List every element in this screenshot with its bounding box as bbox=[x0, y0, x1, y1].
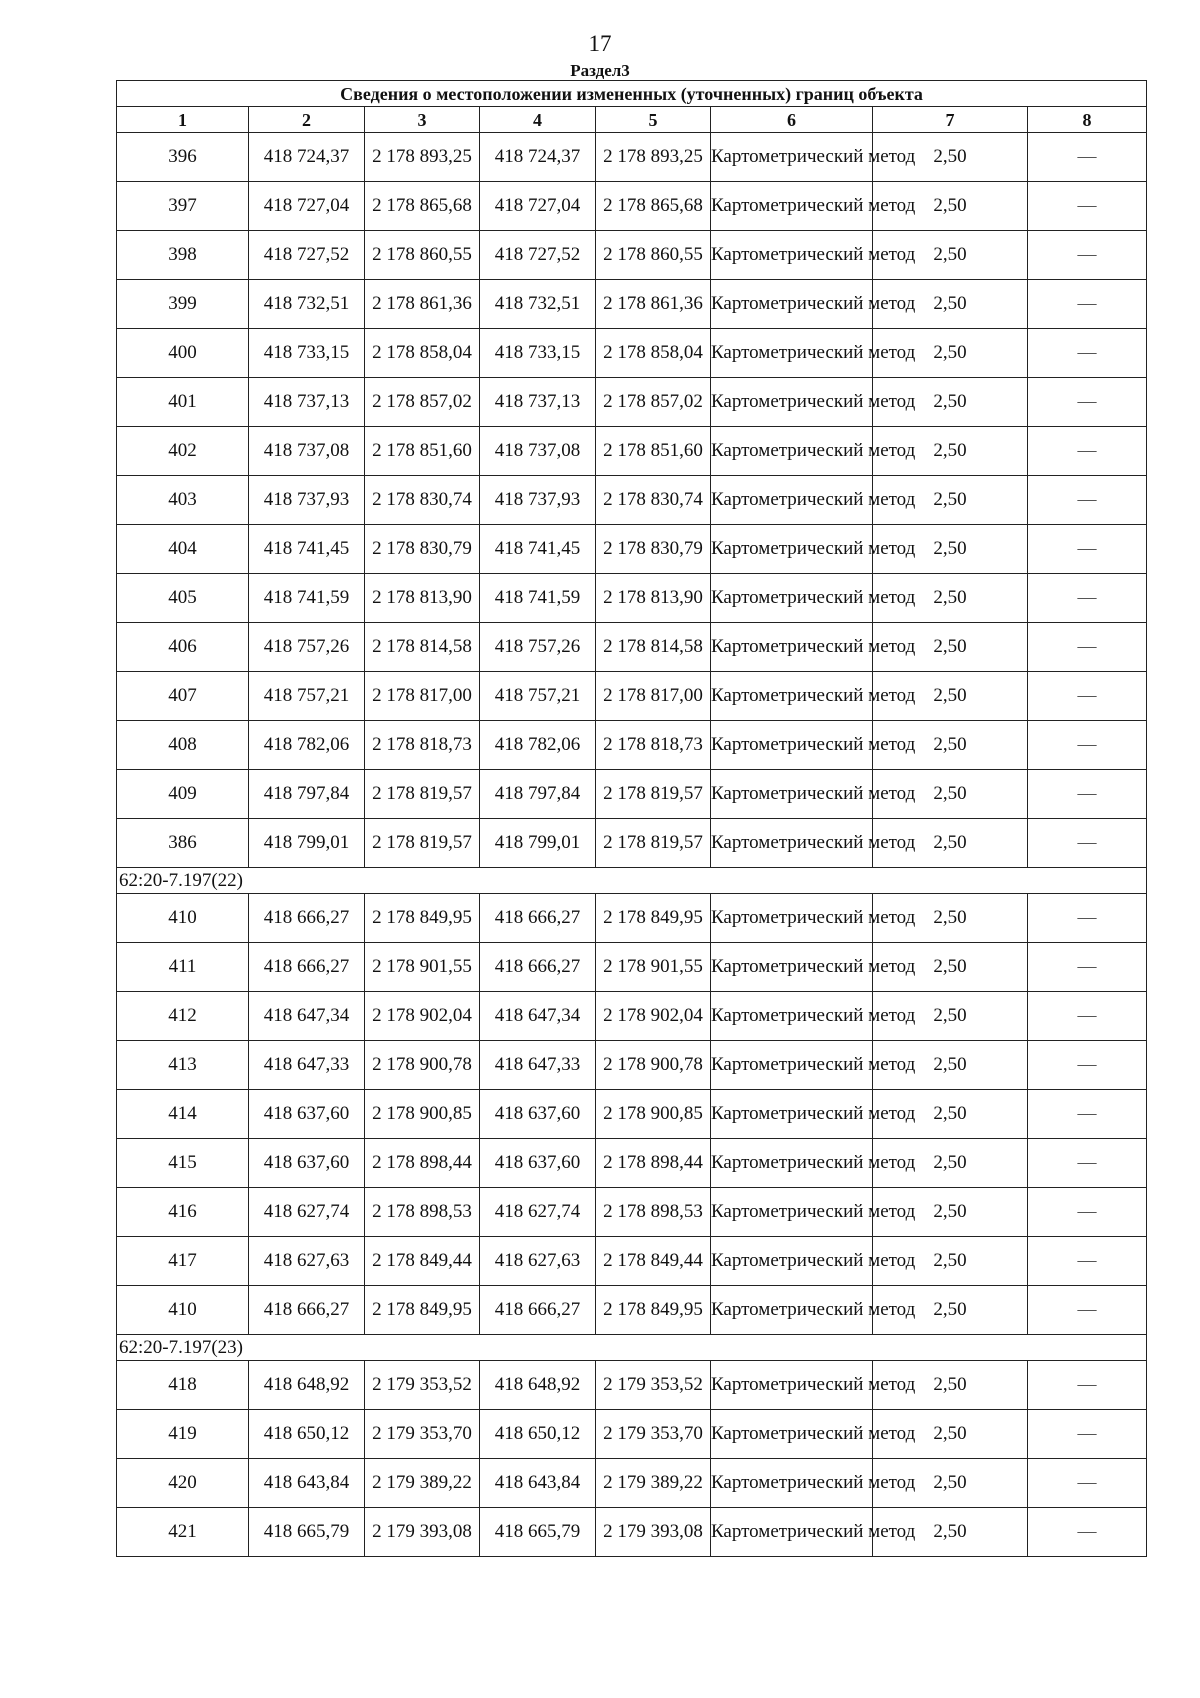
table-cell: Картометрический метод bbox=[711, 1410, 873, 1459]
table-cell: 2 178 851,60 bbox=[596, 427, 711, 476]
table-cell: 2,50 bbox=[873, 329, 1028, 378]
table-cell: 2 178 861,36 bbox=[365, 280, 480, 329]
table-cell: Картометрический метод bbox=[711, 1459, 873, 1508]
table-cell: 2,50 bbox=[873, 1410, 1028, 1459]
table-cell: 418 757,26 bbox=[480, 623, 596, 672]
table-row bbox=[117, 672, 1147, 721]
table-cell: 399 bbox=[117, 280, 249, 329]
table-cell: — bbox=[1028, 672, 1147, 721]
table-cell: 418 724,37 bbox=[249, 133, 365, 182]
table-cell: 2 178 819,57 bbox=[365, 770, 480, 819]
table-cell: 2,50 bbox=[873, 1139, 1028, 1188]
table-cell: 2,50 bbox=[873, 992, 1028, 1041]
table-cell: — bbox=[1028, 1237, 1147, 1286]
table-cell: 410 bbox=[117, 894, 249, 943]
table-cell: 2,50 bbox=[873, 1361, 1028, 1410]
column-header: 3 bbox=[365, 107, 480, 133]
table-cell: 420 bbox=[117, 1459, 249, 1508]
table-cell: 2 178 860,55 bbox=[596, 231, 711, 280]
table-cell: 2 178 818,73 bbox=[596, 721, 711, 770]
table-cell: 2 178 849,44 bbox=[596, 1237, 711, 1286]
table-cell: 418 647,34 bbox=[480, 992, 596, 1041]
table-cell: 401 bbox=[117, 378, 249, 427]
table-cell: Картометрический метод bbox=[711, 231, 873, 280]
table-cell: Картометрический метод bbox=[711, 672, 873, 721]
column-header: 1 bbox=[117, 107, 249, 133]
table-cell: 2,50 bbox=[873, 476, 1028, 525]
table-row bbox=[117, 770, 1147, 819]
table-cell: 418 727,52 bbox=[249, 231, 365, 280]
table-cell: 2,50 bbox=[873, 1459, 1028, 1508]
table-cell: Картометрический метод bbox=[711, 992, 873, 1041]
table-row bbox=[117, 280, 1147, 329]
table-cell: 386 bbox=[117, 819, 249, 868]
table-cell: 2 178 813,90 bbox=[365, 574, 480, 623]
table-cell: 2,50 bbox=[873, 1090, 1028, 1139]
table-cell: Картометрический метод bbox=[711, 1041, 873, 1090]
group-label: 62:20-7.197(23) bbox=[117, 1335, 1147, 1361]
table-cell: 418 666,27 bbox=[249, 943, 365, 992]
table-cell: — bbox=[1028, 329, 1147, 378]
table-cell: 397 bbox=[117, 182, 249, 231]
table-cell: 418 782,06 bbox=[249, 721, 365, 770]
column-header: 5 bbox=[596, 107, 711, 133]
column-header: 7 bbox=[873, 107, 1028, 133]
table-cell: — bbox=[1028, 770, 1147, 819]
table-cell: — bbox=[1028, 525, 1147, 574]
table-cell: 418 647,33 bbox=[249, 1041, 365, 1090]
table-cell: 412 bbox=[117, 992, 249, 1041]
table-cell: 2 178 857,02 bbox=[365, 378, 480, 427]
table-cell: 2 178 819,57 bbox=[596, 819, 711, 868]
table-cell: 2,50 bbox=[873, 378, 1028, 427]
table-cell: 2 178 857,02 bbox=[596, 378, 711, 427]
table-row bbox=[117, 574, 1147, 623]
table-cell: 418 782,06 bbox=[480, 721, 596, 770]
table-cell: — bbox=[1028, 1410, 1147, 1459]
table-cell: 418 627,63 bbox=[249, 1237, 365, 1286]
table-cell: — bbox=[1028, 1041, 1147, 1090]
table-cell: 396 bbox=[117, 133, 249, 182]
table-cell: 418 733,15 bbox=[480, 329, 596, 378]
table-row bbox=[117, 1139, 1147, 1188]
table-cell: 2,50 bbox=[873, 819, 1028, 868]
table-cell: 418 665,79 bbox=[480, 1508, 596, 1557]
table-cell: 418 727,04 bbox=[480, 182, 596, 231]
table-row bbox=[117, 943, 1147, 992]
table-cell: — bbox=[1028, 1508, 1147, 1557]
table-cell: 2 178 858,04 bbox=[596, 329, 711, 378]
table-cell: Картометрический метод bbox=[711, 133, 873, 182]
table-cell: 418 650,12 bbox=[480, 1410, 596, 1459]
table-row bbox=[117, 182, 1147, 231]
table-cell: 405 bbox=[117, 574, 249, 623]
table-cell: — bbox=[1028, 721, 1147, 770]
table-row bbox=[117, 819, 1147, 868]
table-cell: 2 178 819,57 bbox=[596, 770, 711, 819]
table-cell: 418 757,21 bbox=[480, 672, 596, 721]
table-row bbox=[117, 133, 1147, 182]
column-header: 4 bbox=[480, 107, 596, 133]
table-cell: 2,50 bbox=[873, 894, 1028, 943]
table-cell: 418 650,12 bbox=[249, 1410, 365, 1459]
table-cell: 2,50 bbox=[873, 574, 1028, 623]
table-cell: 418 637,60 bbox=[249, 1139, 365, 1188]
table-row bbox=[117, 623, 1147, 672]
table-cell: 2 178 849,44 bbox=[365, 1237, 480, 1286]
table-row bbox=[117, 1459, 1147, 1508]
table-cell: Картометрический метод bbox=[711, 943, 873, 992]
table-cell: 409 bbox=[117, 770, 249, 819]
table-cell: 415 bbox=[117, 1139, 249, 1188]
table-row bbox=[117, 525, 1147, 574]
table-cell: — bbox=[1028, 1459, 1147, 1508]
table-cell: 2 178 858,04 bbox=[365, 329, 480, 378]
table-cell: 418 732,51 bbox=[249, 280, 365, 329]
table-cell: 418 647,34 bbox=[249, 992, 365, 1041]
table-row bbox=[117, 231, 1147, 280]
table-cell: 418 799,01 bbox=[480, 819, 596, 868]
table-cell: 2 178 900,85 bbox=[596, 1090, 711, 1139]
table-title-row bbox=[117, 81, 1147, 107]
table-cell: 2 178 865,68 bbox=[365, 182, 480, 231]
table-cell: — bbox=[1028, 476, 1147, 525]
table-cell: 2 178 900,78 bbox=[596, 1041, 711, 1090]
coordinates-table bbox=[116, 80, 1147, 1557]
table-cell: 2 178 830,74 bbox=[596, 476, 711, 525]
group-label: 62:20-7.197(22) bbox=[117, 868, 1147, 894]
table-cell: 418 737,13 bbox=[480, 378, 596, 427]
page-number: 17 bbox=[588, 31, 612, 56]
table-row bbox=[117, 378, 1147, 427]
table-cell: 2,50 bbox=[873, 182, 1028, 231]
table-cell: Картометрический метод bbox=[711, 623, 873, 672]
table-cell: 2,50 bbox=[873, 623, 1028, 672]
table-cell: Картометрический метод bbox=[711, 1361, 873, 1410]
table-cell: 418 732,51 bbox=[480, 280, 596, 329]
table-cell: Картометрический метод bbox=[711, 182, 873, 231]
column-header: 2 bbox=[249, 107, 365, 133]
table-cell: 2 178 819,57 bbox=[365, 819, 480, 868]
table-cell: — bbox=[1028, 623, 1147, 672]
table-cell: 403 bbox=[117, 476, 249, 525]
table-cell: Картометрический метод bbox=[711, 378, 873, 427]
table-cell: 2,50 bbox=[873, 280, 1028, 329]
table-cell: — bbox=[1028, 182, 1147, 231]
table-cell: 418 627,74 bbox=[249, 1188, 365, 1237]
table-cell: — bbox=[1028, 819, 1147, 868]
table-cell: 404 bbox=[117, 525, 249, 574]
table-cell: 2,50 bbox=[873, 231, 1028, 280]
table-cell: — bbox=[1028, 1139, 1147, 1188]
table-cell: 418 627,63 bbox=[480, 1237, 596, 1286]
column-header: 8 bbox=[1028, 107, 1147, 133]
table-cell: 2,50 bbox=[873, 672, 1028, 721]
table-cell: 411 bbox=[117, 943, 249, 992]
table-row bbox=[117, 1410, 1147, 1459]
table-cell: 418 637,60 bbox=[480, 1090, 596, 1139]
table-cell: 418 737,93 bbox=[249, 476, 365, 525]
table-cell: 2 178 830,74 bbox=[365, 476, 480, 525]
table-cell: Картометрический метод bbox=[711, 1139, 873, 1188]
table-cell: — bbox=[1028, 1361, 1147, 1410]
table-title: Сведения о местоположении измененных (уточненных) границ объекта bbox=[117, 81, 1147, 107]
table-cell: 2,50 bbox=[873, 133, 1028, 182]
table-cell: 413 bbox=[117, 1041, 249, 1090]
table-cell: 2,50 bbox=[873, 1237, 1028, 1286]
column-number-row bbox=[117, 107, 1147, 133]
table-cell: 2 178 901,55 bbox=[596, 943, 711, 992]
table-cell: Картометрический метод bbox=[711, 770, 873, 819]
table-row bbox=[117, 427, 1147, 476]
table-cell: 419 bbox=[117, 1410, 249, 1459]
table-cell: 2 178 898,53 bbox=[596, 1188, 711, 1237]
table-cell: 2,50 bbox=[873, 525, 1028, 574]
table-cell: 2 178 861,36 bbox=[596, 280, 711, 329]
table-cell: 2 178 813,90 bbox=[596, 574, 711, 623]
table-cell: 400 bbox=[117, 329, 249, 378]
table-cell: — bbox=[1028, 574, 1147, 623]
table-cell: 2 179 389,22 bbox=[365, 1459, 480, 1508]
table-cell: Картометрический метод bbox=[711, 1090, 873, 1139]
table-cell: 2 178 893,25 bbox=[365, 133, 480, 182]
table-cell: 418 737,08 bbox=[249, 427, 365, 476]
table-cell: Картометрический метод bbox=[711, 427, 873, 476]
table-cell: 2 179 353,70 bbox=[596, 1410, 711, 1459]
table-cell: 2,50 bbox=[873, 943, 1028, 992]
table-cell: 418 799,01 bbox=[249, 819, 365, 868]
table-cell: 2,50 bbox=[873, 1508, 1028, 1557]
table-cell: 2 178 849,95 bbox=[365, 1286, 480, 1335]
table-cell: 418 757,26 bbox=[249, 623, 365, 672]
table-cell: 410 bbox=[117, 1286, 249, 1335]
table-cell: — bbox=[1028, 894, 1147, 943]
table-cell: 418 797,84 bbox=[249, 770, 365, 819]
table-cell: 418 727,04 bbox=[249, 182, 365, 231]
table-cell: Картометрический метод bbox=[711, 1286, 873, 1335]
table-cell: 2 179 353,70 bbox=[365, 1410, 480, 1459]
table-cell: 406 bbox=[117, 623, 249, 672]
table-cell: 414 bbox=[117, 1090, 249, 1139]
table-cell: 2 178 830,79 bbox=[596, 525, 711, 574]
table-cell: 418 665,79 bbox=[249, 1508, 365, 1557]
table-cell: 2 178 902,04 bbox=[596, 992, 711, 1041]
table-cell: 418 757,21 bbox=[249, 672, 365, 721]
table-cell: 2 178 849,95 bbox=[596, 1286, 711, 1335]
table-cell: 2 179 393,08 bbox=[365, 1508, 480, 1557]
table-cell: 418 737,13 bbox=[249, 378, 365, 427]
table-cell: 418 741,45 bbox=[249, 525, 365, 574]
table-cell: 418 643,84 bbox=[480, 1459, 596, 1508]
table-cell: 2 178 818,73 bbox=[365, 721, 480, 770]
table-cell: 418 733,15 bbox=[249, 329, 365, 378]
table-cell: 417 bbox=[117, 1237, 249, 1286]
table-cell: — bbox=[1028, 1188, 1147, 1237]
table-cell: 418 666,27 bbox=[480, 943, 596, 992]
table-cell: Картометрический метод bbox=[711, 1188, 873, 1237]
table-cell: Картометрический метод bbox=[711, 476, 873, 525]
table-cell: 2,50 bbox=[873, 1041, 1028, 1090]
table-cell: 2 178 901,55 bbox=[365, 943, 480, 992]
table-row bbox=[117, 721, 1147, 770]
table-cell: 2 178 898,53 bbox=[365, 1188, 480, 1237]
table-cell: 2 178 817,00 bbox=[596, 672, 711, 721]
table-cell: 407 bbox=[117, 672, 249, 721]
table-cell: 2 178 893,25 bbox=[596, 133, 711, 182]
table-row bbox=[117, 1188, 1147, 1237]
table-cell: 418 666,27 bbox=[249, 894, 365, 943]
table-cell: Картометрический метод bbox=[711, 574, 873, 623]
table-cell: 398 bbox=[117, 231, 249, 280]
table-cell: 2,50 bbox=[873, 1286, 1028, 1335]
table-cell: 2 178 902,04 bbox=[365, 992, 480, 1041]
table-row bbox=[117, 1041, 1147, 1090]
table-cell: 418 666,27 bbox=[480, 894, 596, 943]
table-cell: 418 797,84 bbox=[480, 770, 596, 819]
table-row bbox=[117, 476, 1147, 525]
table-cell: 408 bbox=[117, 721, 249, 770]
table-row bbox=[117, 329, 1147, 378]
table-cell: 418 666,27 bbox=[249, 1286, 365, 1335]
table-cell: — bbox=[1028, 1090, 1147, 1139]
table-cell: 2 178 865,68 bbox=[596, 182, 711, 231]
table-cell: 418 637,60 bbox=[480, 1139, 596, 1188]
table-cell: Картометрический метод bbox=[711, 721, 873, 770]
table-cell: Картометрический метод bbox=[711, 819, 873, 868]
table-cell: 2 178 860,55 bbox=[365, 231, 480, 280]
table-cell: 418 643,84 bbox=[249, 1459, 365, 1508]
section-label: Раздел3 bbox=[570, 61, 630, 80]
table-cell: 2 178 851,60 bbox=[365, 427, 480, 476]
table-cell: 2 178 814,58 bbox=[596, 623, 711, 672]
table-cell: 416 bbox=[117, 1188, 249, 1237]
table-cell: — bbox=[1028, 231, 1147, 280]
table-cell: 2 178 849,95 bbox=[365, 894, 480, 943]
table-cell: 418 648,92 bbox=[480, 1361, 596, 1410]
table-cell: — bbox=[1028, 280, 1147, 329]
table-cell: 2 178 900,85 bbox=[365, 1090, 480, 1139]
table-cell: — bbox=[1028, 133, 1147, 182]
table-cell: 418 648,92 bbox=[249, 1361, 365, 1410]
table-cell: — bbox=[1028, 427, 1147, 476]
table-cell: 418 737,08 bbox=[480, 427, 596, 476]
table-cell: 418 741,59 bbox=[249, 574, 365, 623]
table-cell: 418 741,59 bbox=[480, 574, 596, 623]
table-row bbox=[117, 1508, 1147, 1557]
table-cell: 2,50 bbox=[873, 770, 1028, 819]
table-cell: 2 178 898,44 bbox=[365, 1139, 480, 1188]
group-header-row bbox=[117, 868, 1147, 894]
table-row bbox=[117, 1090, 1147, 1139]
table-cell: — bbox=[1028, 378, 1147, 427]
table-cell: 418 637,60 bbox=[249, 1090, 365, 1139]
table-cell: 402 bbox=[117, 427, 249, 476]
table-row bbox=[117, 1361, 1147, 1410]
table-cell: 2 178 900,78 bbox=[365, 1041, 480, 1090]
table-row bbox=[117, 1237, 1147, 1286]
table-cell: 2,50 bbox=[873, 1188, 1028, 1237]
table-cell: 2,50 bbox=[873, 427, 1028, 476]
table-cell: 2 178 830,79 bbox=[365, 525, 480, 574]
table-cell: Картометрический метод bbox=[711, 1237, 873, 1286]
table-cell: — bbox=[1028, 943, 1147, 992]
table-cell: 418 741,45 bbox=[480, 525, 596, 574]
table-cell: Картометрический метод bbox=[711, 280, 873, 329]
table-cell: — bbox=[1028, 1286, 1147, 1335]
table-cell: 2,50 bbox=[873, 721, 1028, 770]
table-cell: 418 bbox=[117, 1361, 249, 1410]
table-body bbox=[117, 133, 1147, 1557]
table-row bbox=[117, 1286, 1147, 1335]
table-cell: — bbox=[1028, 992, 1147, 1041]
table-cell: Картометрический метод bbox=[711, 1508, 873, 1557]
table-cell: 2 179 353,52 bbox=[365, 1361, 480, 1410]
table-cell: 2 179 393,08 bbox=[596, 1508, 711, 1557]
table-cell: 2 178 898,44 bbox=[596, 1139, 711, 1188]
table-cell: Картометрический метод bbox=[711, 525, 873, 574]
table-cell: 418 666,27 bbox=[480, 1286, 596, 1335]
table-cell: 2 179 389,22 bbox=[596, 1459, 711, 1508]
table-cell: 418 724,37 bbox=[480, 133, 596, 182]
table-cell: Картометрический метод bbox=[711, 329, 873, 378]
table-cell: 2 178 817,00 bbox=[365, 672, 480, 721]
table-cell: 421 bbox=[117, 1508, 249, 1557]
group-header-row bbox=[117, 1335, 1147, 1361]
table-cell: 418 737,93 bbox=[480, 476, 596, 525]
table-cell: 418 627,74 bbox=[480, 1188, 596, 1237]
table-row bbox=[117, 992, 1147, 1041]
table-cell: Картометрический метод bbox=[711, 894, 873, 943]
table-row bbox=[117, 894, 1147, 943]
table-cell: 418 727,52 bbox=[480, 231, 596, 280]
table-cell: 418 647,33 bbox=[480, 1041, 596, 1090]
table-cell: 2 178 814,58 bbox=[365, 623, 480, 672]
column-header: 6 bbox=[711, 107, 873, 133]
table-cell: 2 178 849,95 bbox=[596, 894, 711, 943]
table-cell: 2 179 353,52 bbox=[596, 1361, 711, 1410]
